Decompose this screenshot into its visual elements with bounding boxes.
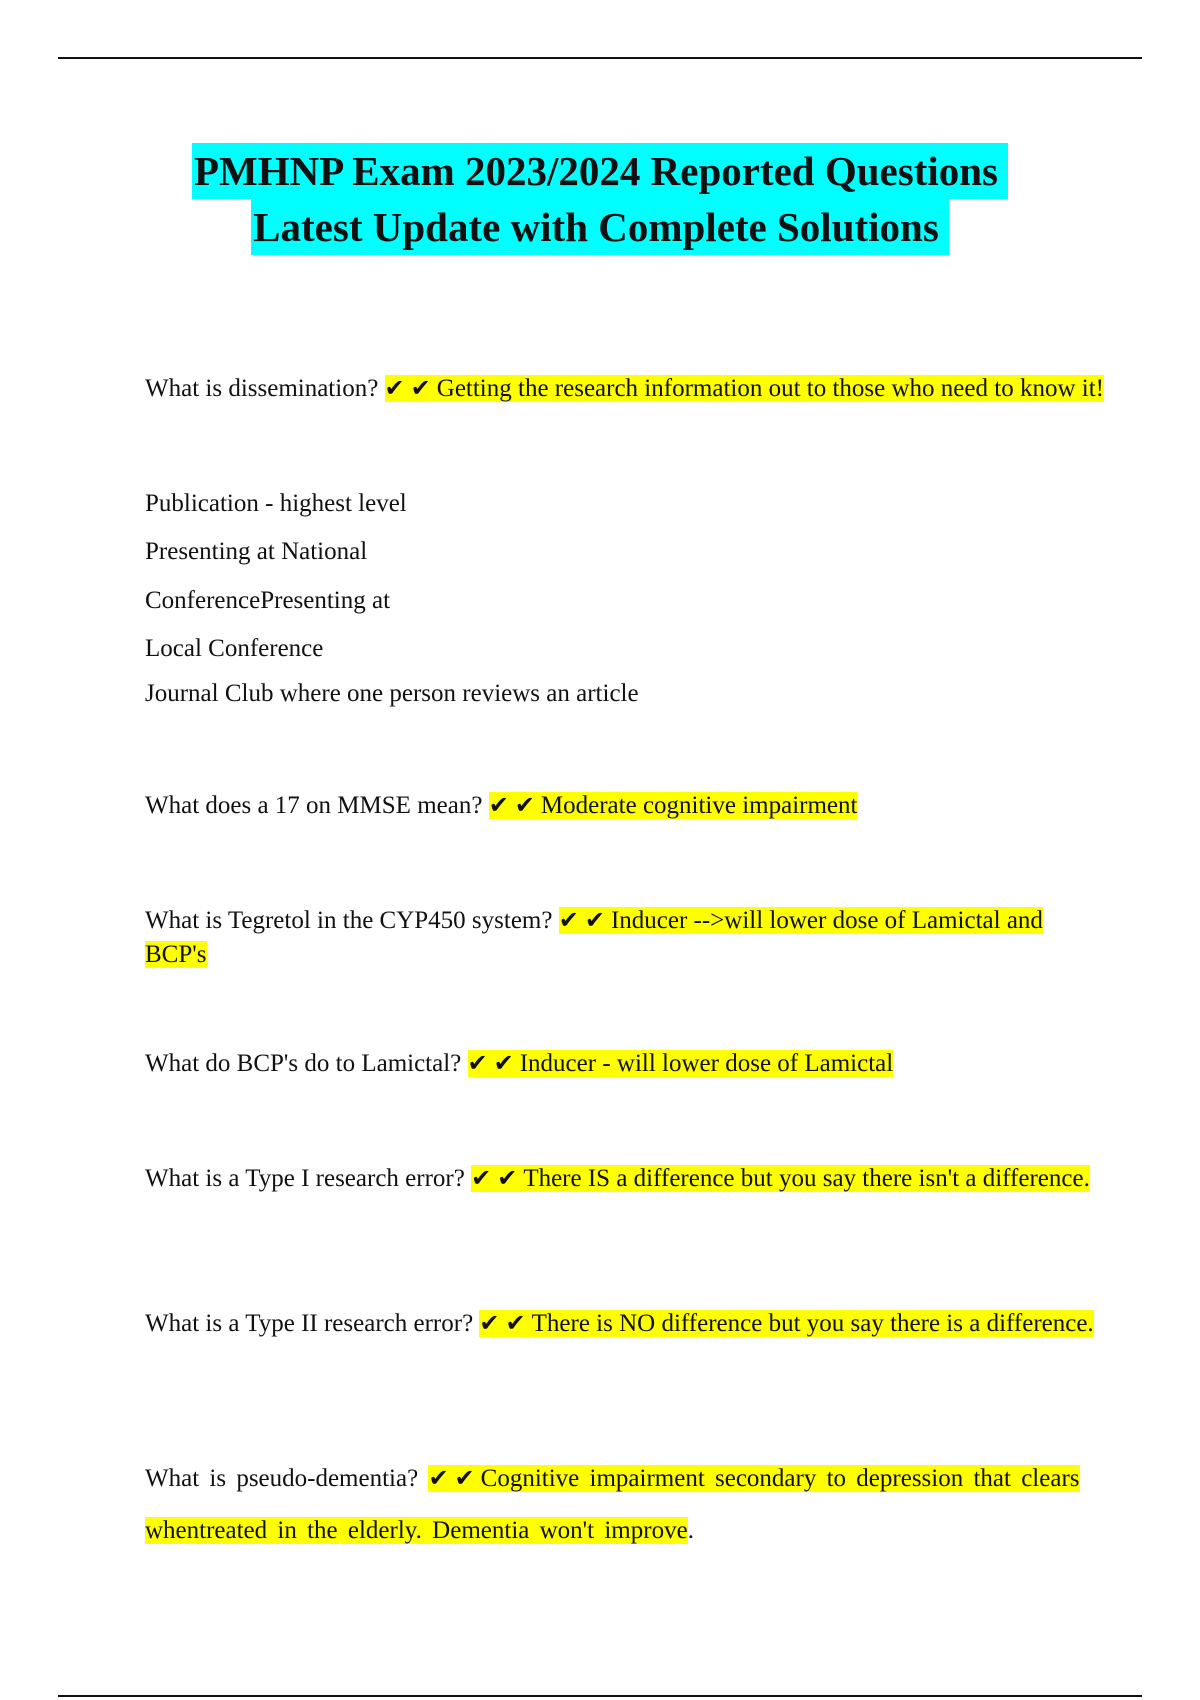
document-title	[0, 143, 1200, 255]
title-line-1: PMHNP Exam 2023/2024 Reported Questions	[192, 143, 1008, 199]
list-item: Journal Club where one person reviews an article	[145, 680, 639, 707]
answer-text: There is NO difference but you say there is a difference.	[531, 1310, 1094, 1337]
qa-item-pseudo-dementia	[145, 1452, 1105, 1557]
answer-text: Inducer - will lower dose of Lamictal	[519, 1050, 894, 1077]
qa-item-mmse	[145, 790, 1105, 821]
answer-text: Moderate cognitive impairment	[540, 792, 858, 819]
qa-item-tegretol	[145, 903, 1105, 972]
question-text: What is pseudo-dementia?	[145, 1465, 419, 1492]
title-line-2: Latest Update with Complete Solutions	[251, 199, 949, 255]
qa-item-bcp-lamictal	[145, 1048, 1105, 1079]
answer-text: Getting the research information out to those who need to know it!	[436, 375, 1104, 402]
list-item: Presenting at National	[145, 538, 368, 565]
qa-item-type-2-error	[145, 1306, 1105, 1341]
double-check-icon: ✔✔	[384, 374, 437, 402]
answer-highlight	[471, 1165, 1090, 1192]
question-text: What is dissemination?	[145, 375, 379, 402]
answer-text: Inducer -->will lower dose of Lamictal and BCP's	[145, 907, 1043, 968]
bottom-rule	[58, 1695, 1142, 1697]
list-item: Local Conference	[145, 635, 324, 662]
answer-text: Cognitive impairment secondary to depression that clears whentreated in the elderly. Dementia won't improve	[145, 1465, 1080, 1544]
answer-highlight	[385, 375, 1104, 402]
list-item: ConferencePresenting at	[145, 587, 391, 614]
top-rule	[58, 57, 1142, 59]
question-text: What do BCP's do to Lamictal?	[145, 1050, 462, 1077]
double-check-icon: ✔✔	[479, 1309, 532, 1337]
question-text: What does a 17 on MMSE mean?	[145, 792, 483, 819]
answer-highlight	[479, 1310, 1093, 1337]
double-check-icon: ✔✔	[467, 1049, 520, 1077]
question-text: What is a Type I research error?	[145, 1165, 465, 1192]
qa-item-type-1-error	[145, 1161, 1105, 1196]
double-check-icon: ✔✔	[488, 791, 541, 819]
qa-item-dissemination	[145, 373, 1105, 404]
double-check-icon: ✔✔	[471, 1164, 524, 1192]
question-text: What is a Type II research error?	[145, 1310, 474, 1337]
answer-text: There IS a difference but you say there isn't a difference.	[523, 1165, 1090, 1192]
double-check-icon: ✔✔	[558, 906, 611, 934]
double-check-icon: ✔✔	[428, 1464, 481, 1492]
list-item: Publication - highest level	[145, 490, 407, 517]
answer-highlight	[489, 792, 858, 819]
answer-highlight	[468, 1050, 894, 1077]
question-text: What is Tegretol in the CYP450 system?	[145, 907, 553, 934]
answer-trailing-period: .	[687, 1517, 694, 1544]
